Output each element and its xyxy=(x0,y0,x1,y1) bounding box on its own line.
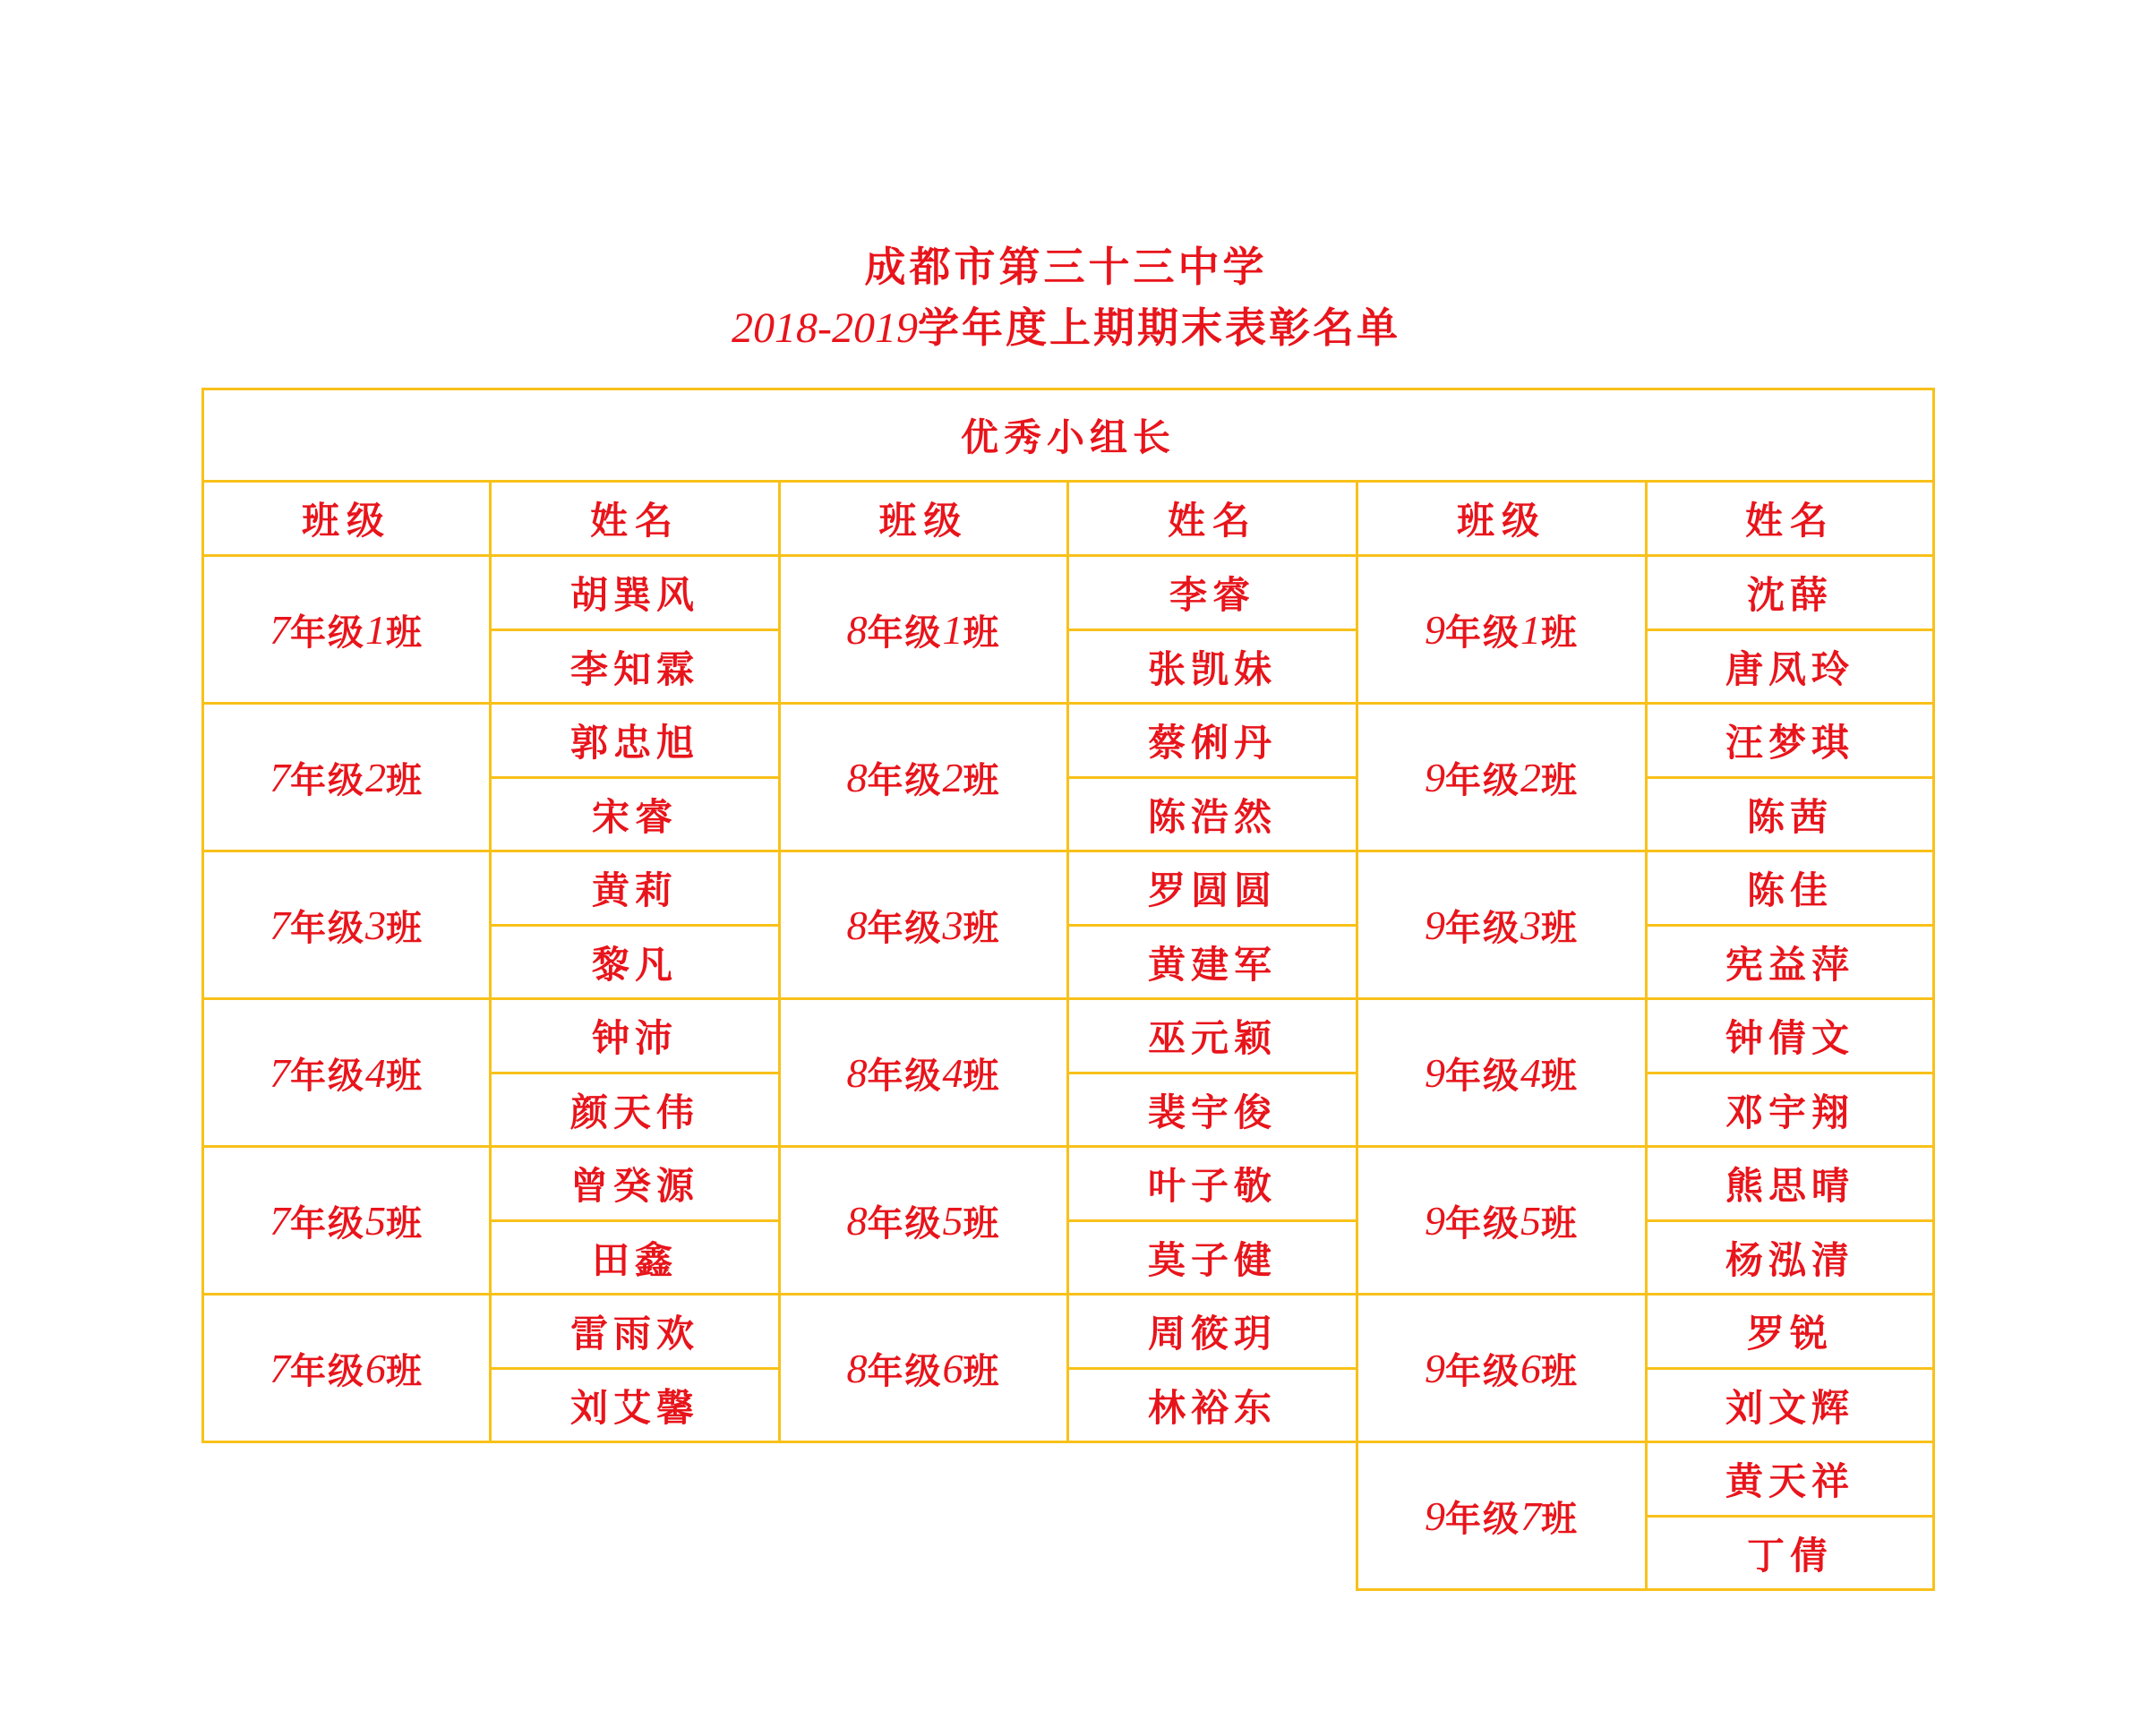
grade-label: 年级 xyxy=(867,758,943,801)
student-name-text: 黎凡 xyxy=(591,942,678,987)
student-name xyxy=(1645,1145,1935,1222)
student-name-text: 莫子健 xyxy=(1147,1237,1277,1282)
grade-label: 年级 xyxy=(1445,611,1520,654)
class-suffix: 班 xyxy=(963,758,1001,801)
student-name xyxy=(1645,1293,1935,1370)
student-name xyxy=(489,850,781,927)
student-name-text: 郭忠旭 xyxy=(569,721,699,765)
class-suffix: 班 xyxy=(1541,611,1579,654)
header-label: 班级 xyxy=(878,499,969,543)
grade-label: 年级 xyxy=(1445,906,1520,949)
class-number: 1 xyxy=(942,606,963,653)
grade-number: 7 xyxy=(270,1049,290,1096)
student-name-text: 钟沛 xyxy=(591,1016,678,1060)
grade-number: 7 xyxy=(270,1197,290,1244)
section-title xyxy=(201,388,1935,483)
class-suffix: 班 xyxy=(963,906,1001,949)
subtitle-text: 学年度上期期末表彰名单 xyxy=(917,304,1400,352)
class-number: 2 xyxy=(365,754,386,800)
class-number: 6 xyxy=(1520,1345,1541,1391)
grade-number: 8 xyxy=(846,902,868,948)
header-label: 班级 xyxy=(301,499,391,543)
class-suffix: 班 xyxy=(963,1349,1001,1392)
class-cell xyxy=(201,997,492,1148)
class-number: 2 xyxy=(942,754,963,800)
class-cell xyxy=(1356,1441,1648,1591)
class-cell xyxy=(201,1145,492,1296)
class-number: 2 xyxy=(1520,754,1541,800)
class-cell xyxy=(201,554,492,705)
student-name xyxy=(1645,1367,1935,1443)
grade-number: 9 xyxy=(1425,902,1445,948)
grade-label: 年级 xyxy=(1445,758,1520,801)
class-suffix: 班 xyxy=(1541,1497,1579,1540)
grade-label: 年级 xyxy=(290,1202,365,1244)
grade-number: 8 xyxy=(846,606,868,653)
student-name-text: 周筱玥 xyxy=(1147,1312,1277,1355)
class-number: 5 xyxy=(1520,1197,1541,1244)
grade-number: 8 xyxy=(846,1197,868,1244)
grade-label: 年级 xyxy=(290,611,365,654)
class-number: 3 xyxy=(1520,902,1541,948)
student-name-text: 丁倩 xyxy=(1746,1533,1833,1578)
student-name-text: 邓宇翔 xyxy=(1725,1090,1854,1134)
student-name-text: 雷雨欢 xyxy=(569,1312,699,1355)
student-name-text: 张凯妹 xyxy=(1147,646,1277,691)
header-label: 姓名 xyxy=(589,499,680,543)
student-name-text: 刘艾馨 xyxy=(569,1385,699,1430)
class-suffix: 班 xyxy=(1541,1202,1579,1244)
header-name xyxy=(489,480,781,557)
student-name xyxy=(489,1293,781,1370)
student-name xyxy=(1645,924,1935,1000)
grade-label: 年级 xyxy=(290,758,365,801)
class-cell xyxy=(1356,1145,1648,1296)
subtitle-year: 2018-2019 xyxy=(732,304,918,352)
student-name-text: 陈浩然 xyxy=(1147,794,1277,839)
student-name-text: 唐凤玲 xyxy=(1725,646,1854,691)
student-name xyxy=(1066,924,1358,1000)
student-name xyxy=(1645,1072,1935,1148)
student-name-text: 罗锐 xyxy=(1746,1312,1833,1355)
grade-number: 8 xyxy=(846,754,868,800)
student-name-text: 李睿 xyxy=(1169,573,1255,617)
class-cell xyxy=(778,850,1069,1000)
class-cell xyxy=(1356,702,1648,852)
class-suffix: 班 xyxy=(386,1054,424,1097)
grade-label: 年级 xyxy=(1445,1202,1520,1244)
grade-number: 7 xyxy=(270,1345,290,1391)
class-suffix: 班 xyxy=(1541,1054,1579,1097)
grade-label: 年级 xyxy=(867,906,943,949)
class-suffix: 班 xyxy=(386,611,424,654)
student-name-text: 宪益萍 xyxy=(1725,942,1854,987)
class-number: 6 xyxy=(365,1345,386,1391)
student-name-text: 刘文辉 xyxy=(1725,1385,1854,1430)
student-name-text: 杨泓清 xyxy=(1725,1237,1854,1282)
class-suffix: 班 xyxy=(1541,1349,1579,1392)
class-suffix: 班 xyxy=(386,1349,424,1392)
grade-label: 年级 xyxy=(867,611,943,654)
class-suffix: 班 xyxy=(386,1202,424,1244)
class-suffix: 班 xyxy=(963,1054,1001,1097)
header-name xyxy=(1645,480,1935,557)
student-name-text: 黄莉 xyxy=(591,868,678,912)
student-name xyxy=(489,554,781,631)
student-name-text: 宋睿 xyxy=(591,794,678,839)
grade-number: 7 xyxy=(270,606,290,653)
header-class xyxy=(778,480,1069,557)
header-label: 姓名 xyxy=(1744,499,1835,543)
class-suffix: 班 xyxy=(386,758,424,801)
grade-number: 7 xyxy=(270,902,290,948)
grade-label: 年级 xyxy=(290,906,365,949)
grade-label: 年级 xyxy=(290,1054,365,1097)
class-number: 3 xyxy=(365,902,386,948)
student-name-text: 裴宇俊 xyxy=(1147,1090,1277,1134)
student-name-text: 曾癸源 xyxy=(569,1164,699,1208)
student-name-text: 胡巽风 xyxy=(569,573,699,617)
student-name xyxy=(489,997,781,1074)
class-cell xyxy=(778,1293,1069,1443)
class-cell xyxy=(201,1293,492,1443)
student-name-text: 罗圆圆 xyxy=(1147,868,1277,912)
grade-label: 年级 xyxy=(1445,1497,1520,1540)
class-suffix: 班 xyxy=(386,906,424,949)
student-name xyxy=(1645,850,1935,927)
header-label: 姓名 xyxy=(1167,499,1257,543)
student-name-text: 蔡俐丹 xyxy=(1147,721,1277,765)
class-number: 5 xyxy=(942,1197,963,1244)
class-cell xyxy=(1356,850,1648,1000)
class-cell xyxy=(1356,1293,1648,1443)
student-name xyxy=(1645,554,1935,631)
grade-number: 9 xyxy=(1425,1492,1445,1539)
student-name xyxy=(1066,1219,1358,1296)
student-name xyxy=(1066,850,1358,927)
class-cell xyxy=(201,850,492,1000)
student-name-text: 陈茜 xyxy=(1746,794,1833,839)
student-name xyxy=(1645,1219,1935,1296)
student-name-text: 巫元颖 xyxy=(1147,1016,1277,1060)
grade-label: 年级 xyxy=(867,1349,943,1392)
student-name-text: 田鑫 xyxy=(591,1237,678,1282)
grade-number: 9 xyxy=(1425,1345,1445,1391)
student-name-text: 黄建军 xyxy=(1147,942,1277,987)
grade-label: 年级 xyxy=(867,1202,943,1244)
grade-label: 年级 xyxy=(867,1054,943,1097)
student-name xyxy=(489,1145,781,1222)
student-name xyxy=(489,776,781,852)
grade-number: 8 xyxy=(846,1049,868,1096)
student-name xyxy=(1066,1145,1358,1222)
student-name xyxy=(1066,1072,1358,1148)
class-cell xyxy=(778,702,1069,852)
student-name-text: 林裕东 xyxy=(1147,1385,1277,1430)
student-name xyxy=(1645,1515,1935,1591)
header-name xyxy=(1066,480,1358,557)
student-name-text: 叶子敬 xyxy=(1147,1164,1277,1208)
grade-label: 年级 xyxy=(1445,1054,1520,1097)
student-name xyxy=(1066,997,1358,1074)
student-name xyxy=(1645,629,1935,705)
student-name-text: 熊思晴 xyxy=(1725,1164,1854,1208)
student-name xyxy=(1645,702,1935,779)
grade-number: 9 xyxy=(1425,1049,1445,1096)
student-name-text: 颜天伟 xyxy=(569,1090,699,1134)
class-number: 7 xyxy=(1520,1492,1541,1539)
class-cell xyxy=(778,997,1069,1148)
class-number: 4 xyxy=(365,1049,386,1096)
class-suffix: 班 xyxy=(963,611,1001,654)
class-suffix: 班 xyxy=(1541,906,1579,949)
grade-number: 8 xyxy=(846,1345,868,1391)
page-title: 成都市第三十三中学 xyxy=(864,243,1268,291)
class-number: 4 xyxy=(1520,1049,1541,1096)
grade-number: 7 xyxy=(270,754,290,800)
student-name xyxy=(489,1072,781,1148)
student-name xyxy=(1645,776,1935,852)
student-name-text: 李知霖 xyxy=(569,646,699,691)
student-name xyxy=(1066,702,1358,779)
grade-label: 年级 xyxy=(1445,1349,1520,1392)
grade-number: 9 xyxy=(1425,606,1445,653)
grade-label: 年级 xyxy=(290,1349,365,1392)
class-number: 5 xyxy=(365,1197,386,1244)
header-class xyxy=(201,480,492,557)
class-suffix: 班 xyxy=(963,1202,1001,1244)
student-name-text: 黄天祥 xyxy=(1725,1459,1854,1503)
student-name-text: 沈薛 xyxy=(1746,573,1833,617)
section-title-text: 优秀小组长 xyxy=(960,415,1176,459)
student-name xyxy=(1645,1441,1935,1518)
class-number: 1 xyxy=(1520,606,1541,653)
grade-number: 9 xyxy=(1425,754,1445,800)
student-name xyxy=(1066,1367,1358,1443)
class-number: 3 xyxy=(942,902,963,948)
class-number: 4 xyxy=(942,1049,963,1096)
class-cell xyxy=(778,1145,1069,1296)
class-cell xyxy=(778,554,1069,705)
student-name xyxy=(489,924,781,1000)
header-label: 班级 xyxy=(1456,499,1546,543)
class-number: 1 xyxy=(365,606,386,653)
student-name xyxy=(1645,997,1935,1074)
student-name xyxy=(1066,1293,1358,1370)
class-suffix: 班 xyxy=(1541,758,1579,801)
class-cell xyxy=(1356,997,1648,1148)
student-name xyxy=(1066,554,1358,631)
grade-number: 9 xyxy=(1425,1197,1445,1244)
student-name-text: 陈佳 xyxy=(1746,868,1833,912)
student-name xyxy=(489,629,781,705)
student-name xyxy=(489,1367,781,1443)
student-name xyxy=(489,1219,781,1296)
class-cell xyxy=(1356,554,1648,705)
student-name-text: 钟倩文 xyxy=(1725,1016,1854,1060)
student-name-text: 汪梦琪 xyxy=(1725,721,1854,765)
student-name xyxy=(489,702,781,779)
student-name xyxy=(1066,629,1358,705)
class-cell xyxy=(201,702,492,852)
header-class xyxy=(1356,480,1648,557)
class-number: 6 xyxy=(942,1345,963,1391)
student-name xyxy=(1066,776,1358,852)
